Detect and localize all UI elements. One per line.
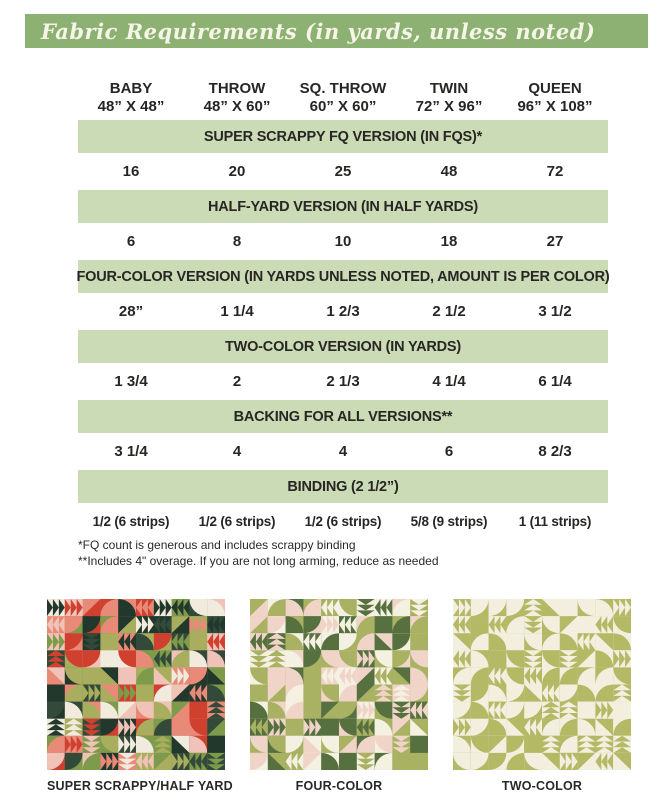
- value-cell: 25: [334, 163, 352, 180]
- value-cell: 1 2/3: [326, 303, 360, 320]
- table-section: [78, 190, 608, 260]
- section-title-band: SUPER SCRAPPY FQ VERSION (IN FQS)*: [78, 120, 608, 153]
- value-cell: 1 3/4: [114, 373, 148, 390]
- value-cell: 10: [334, 233, 352, 250]
- table-sections: [78, 120, 608, 540]
- value-cell: 4: [232, 443, 242, 460]
- column-size: 48” X 48”: [97, 98, 165, 115]
- column-size: 72” X 96”: [415, 98, 483, 115]
- column-headers-row: [78, 80, 608, 116]
- table-section: [78, 400, 608, 470]
- column-name: SQ. THROW: [299, 80, 387, 97]
- section-values-row: [78, 363, 608, 400]
- table-section: [78, 470, 608, 540]
- quilt-preview: [47, 599, 233, 793]
- column-name: THROW: [208, 80, 266, 97]
- section-title-band: BINDING (2 1/2”): [78, 470, 608, 503]
- footnote: *FQ count is generous and includes scrappy binding: [78, 538, 356, 552]
- value-cell: 1/2 (6 strips): [92, 514, 170, 529]
- column-name: QUEEN: [528, 80, 582, 97]
- page-title: Fabric Requirements (in yards, unless noted): [41, 18, 596, 44]
- quilt-caption: SUPER SCRAPPY/HALF YARD: [47, 779, 233, 793]
- value-cell: 8 2/3: [538, 443, 572, 460]
- column-header: [184, 80, 290, 116]
- value-cell: 3 1/2: [538, 303, 572, 320]
- quilt-image: [453, 599, 631, 770]
- column-header: [502, 80, 608, 116]
- value-cell: 2: [232, 373, 242, 390]
- table-section: [78, 330, 608, 400]
- value-cell: 48: [440, 163, 458, 180]
- value-cell: 1 (11 strips): [518, 514, 592, 529]
- value-cell: 72: [546, 163, 564, 180]
- value-cell: 4: [338, 443, 348, 460]
- value-cell: 8: [232, 233, 242, 250]
- column-size: 48” X 60”: [203, 98, 271, 115]
- value-cell: 2 1/2: [432, 303, 466, 320]
- column-size: 96” X 108”: [517, 98, 593, 115]
- footnotes: [78, 537, 439, 569]
- column-name: BABY: [109, 80, 153, 97]
- table-section: [78, 120, 608, 190]
- footnote: **Includes 4" overage. If you are not long arming, reduce as needed: [78, 554, 439, 568]
- quilt-image: [47, 599, 225, 770]
- value-cell: 6 1/4: [538, 373, 572, 390]
- value-cell: 27: [546, 233, 564, 250]
- value-cell: 18: [440, 233, 458, 250]
- quilt-caption: TWO-COLOR: [501, 779, 583, 793]
- value-cell: 5/8 (9 strips): [410, 514, 488, 529]
- value-cell: 3 1/4: [114, 443, 148, 460]
- value-cell: 1/2 (6 strips): [198, 514, 276, 529]
- table-section: [78, 260, 608, 330]
- quilt-preview: [250, 599, 428, 793]
- value-cell: 2 1/3: [326, 373, 360, 390]
- column-size: 60” X 60”: [309, 98, 377, 115]
- section-values-row: [78, 293, 608, 330]
- quilt-caption: FOUR-COLOR: [295, 779, 383, 793]
- fabric-requirements-table: [78, 80, 608, 540]
- value-cell: 16: [122, 163, 140, 180]
- section-values-row: [78, 433, 608, 470]
- section-title-band: FOUR-COLOR VERSION (IN YARDS UNLESS NOTED, AMOUNT IS PER COLOR): [78, 260, 608, 293]
- column-header: [78, 80, 184, 116]
- column-header: [396, 80, 502, 116]
- value-cell: 20: [228, 163, 246, 180]
- quilt-image: [250, 599, 428, 770]
- quilt-preview: [453, 599, 631, 793]
- value-cell: 4 1/4: [432, 373, 466, 390]
- section-title-band: BACKING FOR ALL VERSIONS**: [78, 400, 608, 433]
- section-values-row: [78, 153, 608, 190]
- value-cell: 1 1/4: [220, 303, 254, 320]
- column-name: TWIN: [429, 80, 469, 97]
- header-bar: [25, 14, 648, 48]
- section-title-band: HALF-YARD VERSION (IN HALF YARDS): [78, 190, 608, 223]
- quilt-previews: [47, 599, 631, 793]
- column-header: [290, 80, 396, 116]
- value-cell: 6: [444, 443, 454, 460]
- section-values-row: [78, 503, 608, 540]
- section-values-row: [78, 223, 608, 260]
- section-title-band: TWO-COLOR VERSION (IN YARDS): [78, 330, 608, 363]
- value-cell: 1/2 (6 strips): [304, 514, 382, 529]
- value-cell: 6: [126, 233, 136, 250]
- value-cell: 28”: [118, 303, 144, 320]
